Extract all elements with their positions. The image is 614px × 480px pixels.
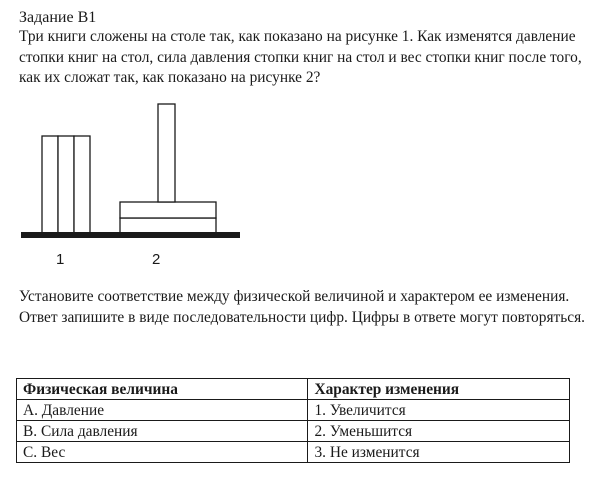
book-2-middle — [120, 202, 216, 218]
header-physical-quantity: Физическая величина — [17, 379, 308, 400]
quantity-cell: С. Вес — [17, 442, 308, 463]
quantity-cell: А. Давление — [17, 400, 308, 421]
change-cell: 1. Увеличится — [308, 400, 570, 421]
table-row — [17, 442, 570, 463]
table-header-row — [17, 379, 570, 400]
book-1-c — [74, 136, 90, 236]
book-2-top-upright — [158, 104, 175, 202]
book-1-a — [42, 136, 58, 236]
instructions-line-2: Ответ запишите в виде последовательности цифр. Цифры в ответе могут повторяться. — [19, 308, 586, 326]
change-cell: 2. Уменьшится — [308, 421, 570, 442]
books-figure — [0, 96, 300, 276]
task-text: Три книги сложены на столе так, как показано на рисунке 1. Как изменятся давление стопки книг на стол, сила давления стопки книг на стол и вес стопки книг после того, как их сложат так, как показано на рисунке 2? — [19, 28, 582, 86]
figure-label-2: 2 — [152, 251, 161, 268]
answer-table — [16, 378, 570, 463]
instructions — [19, 287, 604, 328]
books-diagram — [0, 96, 300, 276]
header-change-type: Характер изменения — [308, 379, 570, 400]
book-1-b — [58, 136, 74, 236]
task-title: Задание В1 — [19, 9, 97, 26]
quantity-cell: В. Сила давления — [17, 421, 308, 442]
table-row — [17, 400, 570, 421]
change-cell: 3. Не изменится — [308, 442, 570, 463]
instructions-line-1: Установите соответствие между физической величиной и характером ее изменения. — [19, 288, 570, 305]
table-row — [17, 421, 570, 442]
figure-label-1: 1 — [56, 251, 65, 268]
table-surface — [21, 232, 240, 238]
